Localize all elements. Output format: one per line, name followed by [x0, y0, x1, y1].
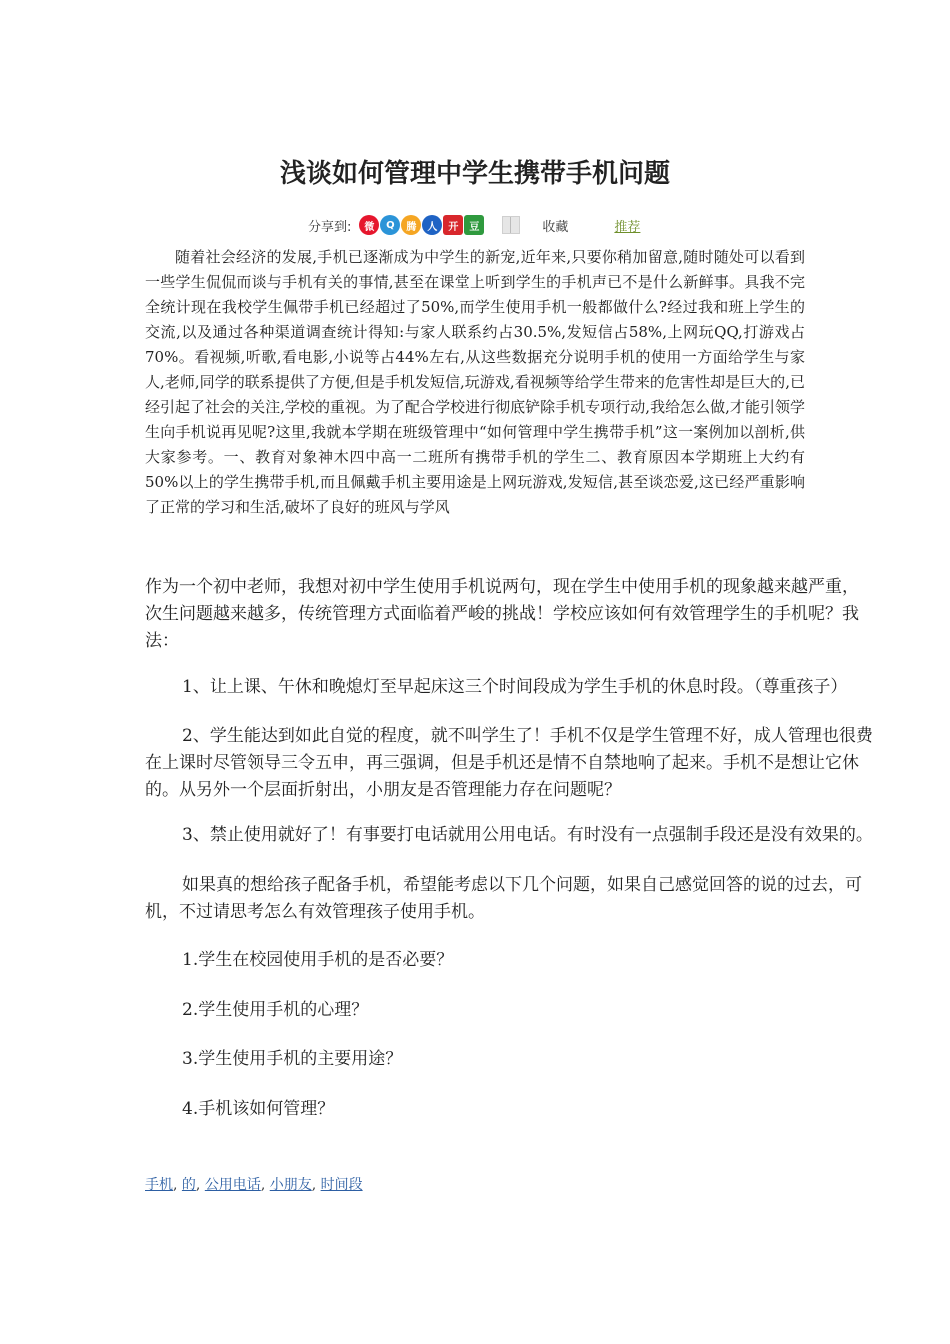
- douban-icon[interactable]: 豆: [464, 215, 484, 235]
- tag-list: 手机, 的, 公用电话, 小朋友, 时间段: [145, 1177, 363, 1193]
- text-line: 在上课时尽管领导三令五申，再三强调，但是手机还是情不自禁地响了起来。手机不是想让它休: [145, 753, 859, 773]
- more-share-icon[interactable]: [502, 216, 520, 234]
- tag-link[interactable]: 的: [181, 1177, 196, 1193]
- sina-weibo-icon[interactable]: 微: [359, 215, 379, 235]
- text-line: 2、学生能达到如此自觉的程度，就不叫学生了！手机不仅是学生管理不好，成人管理也很费: [182, 726, 873, 746]
- tag-link[interactable]: 小朋友: [269, 1177, 312, 1193]
- body-paragraph-4: 3、禁止使用就好了！有事要打电话就用公用电话。有时没有一点强制手段还是没有效果的。: [182, 825, 873, 845]
- qzone-icon[interactable]: Q: [380, 215, 400, 235]
- body-paragraph-5: [145, 872, 862, 926]
- share-icons: [359, 215, 484, 235]
- question-2: 2.学生使用手机的心理？: [182, 1000, 369, 1020]
- share-label: 分享到:: [308, 219, 352, 235]
- text-line: 的。从另外一个层面折射出，小朋友是否管理能力存在问题呢？: [145, 780, 621, 800]
- question-4: 4.手机该如何管理？: [182, 1099, 335, 1119]
- body-paragraph-2: 1、让上课、午休和晚熄灯至早起床这三个时间段成为学生手机的休息时段。（尊重孩子）: [182, 677, 848, 697]
- tencent-weibo-icon[interactable]: 腾: [401, 215, 421, 235]
- renren-icon[interactable]: 人: [422, 215, 442, 235]
- text-line: 法：: [145, 631, 179, 651]
- favorite-button[interactable]: 收藏: [542, 219, 569, 235]
- text-line: 如果真的想给孩子配备手机，希望能考虑以下几个问题，如果自己感觉回答的说的过去，可: [182, 875, 862, 895]
- page-title: 浅谈如何管理中学生携带手机问题: [279, 159, 670, 189]
- recommend-link[interactable]: 推荐: [614, 219, 641, 235]
- body-paragraph-3: [145, 723, 873, 804]
- tag-link[interactable]: 手机: [145, 1177, 173, 1193]
- text-line: 机，不过请思考怎么有效管理孩子使用手机。: [145, 902, 485, 922]
- question-1: 1.学生在校园使用手机的是否必要？: [182, 950, 454, 970]
- tag-link[interactable]: 公用电话: [204, 1177, 261, 1193]
- text-line: 次生问题越来越多，传统管理方式面临着严峻的挑战！学校应该如何有效管理学生的手机呢？我: [145, 604, 859, 624]
- body-paragraph-1: [145, 574, 859, 655]
- kaixin-icon[interactable]: 开: [443, 215, 463, 235]
- text-line: 作为一个初中老师，我想对初中学生使用手机说两句，现在学生中使用手机的现象越来越严重，: [145, 577, 859, 597]
- share-bar: [308, 212, 640, 238]
- tag-link[interactable]: 时间段: [320, 1177, 363, 1193]
- intro-paragraph: 随着社会经济的发展,手机已逐渐成为中学生的新宠,近年来,只要你稍加留意,随时随处可以看到一些学生侃侃而谈与手机有关的事情,甚至在课堂上听到学生的手机声已不是什么新鲜事。具我不完全统计现在我校学生佩带手机已经超过了50%,而学生使用手机一般都做什么?经过我和班上学生的交流,以及通过各种渠道调查统计得知:与家人联系约占30.5%,发短信占58%,上网玩QQ,打游戏占70%。看视频,听歌,看电影,小说等占44%左右,从这些数据充分说明手机的使用一方面给学生与家人,老师,同学的联系提供了方便,但是手机发短信,玩游戏,看视频等给学生带来的危害性却是巨大的,已经引起了社会的关注,学校的重视。为了配合学校进行彻底铲除手机专项行动,我给怎么做,才能引领学生向手机说再见呢?这里,我就本学期在班级管理中“如何管理中学生携带手机”这一案例加以剖析,供大家参考。一、教育对象神木四中高一二班所有携带手机的学生二、教育原因本学期班上大约有50%以上的学生携带手机,而且佩戴手机主要用途是上网玩游戏,发短信,甚至谈恋爱,这已经严重影响了正常的学习和生活,破坏了良好的班风与学风: [145, 248, 805, 516]
- question-3: 3.学生使用手机的主要用途？: [182, 1049, 403, 1069]
